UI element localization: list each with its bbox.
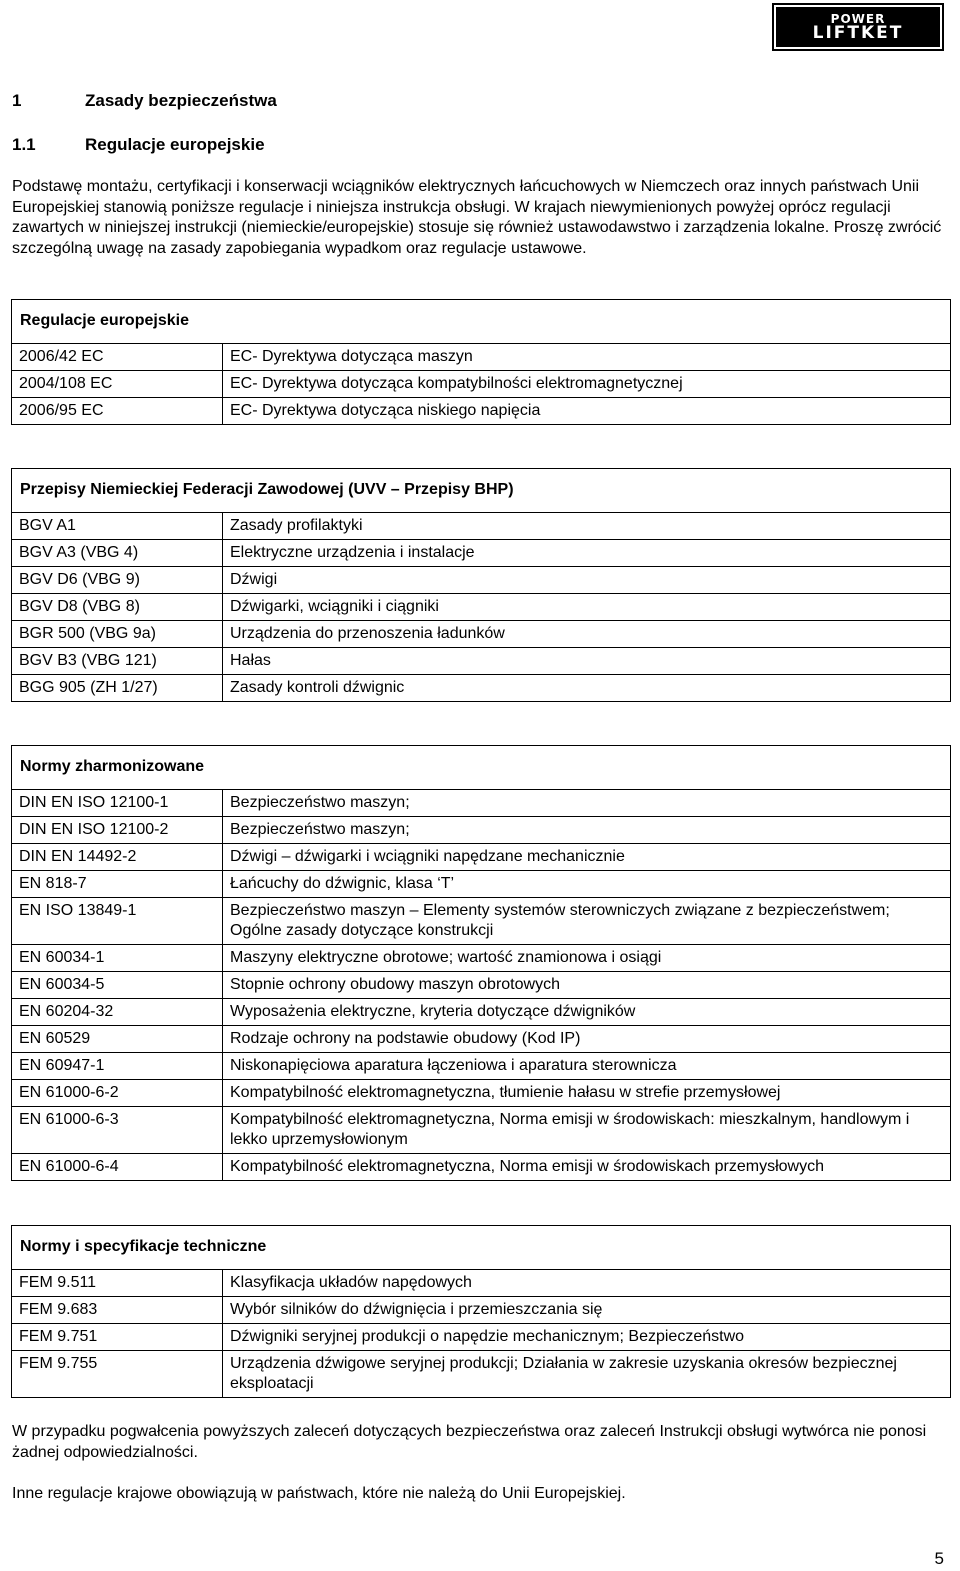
desc-cell: Hałas	[230, 652, 271, 669]
table-row	[12, 675, 950, 701]
table-german-bhp-regulations	[11, 468, 951, 702]
code-cell: DIN EN ISO 12100-1	[12, 790, 223, 816]
desc-cell: Dźwigarki, wciągniki i ciągniki	[230, 598, 439, 615]
code-cell: FEM 9.755	[12, 1351, 223, 1397]
code-cell: EN 61000-6-2	[12, 1080, 223, 1106]
table-row	[12, 1270, 950, 1297]
table-row	[12, 1351, 950, 1397]
code-cell: BGV D8 (VBG 8)	[12, 594, 223, 620]
table-row	[12, 621, 950, 648]
table-row	[12, 898, 950, 945]
logo-text-liftket: LIFTKET	[812, 22, 904, 43]
section-heading	[12, 91, 277, 111]
desc-cell: Urządzenia do przenoszenia ładunków	[230, 625, 505, 642]
logo-text-power: POWER	[830, 11, 886, 26]
code-cell: EN 60034-5	[12, 972, 223, 998]
code-cell: 2006/42 EC	[12, 344, 223, 370]
section-number: 1	[12, 91, 22, 110]
desc-cell: Łańcuchy do dźwignic, klasa ‘T’	[230, 875, 455, 892]
desc-cell: Maszyny elektryczne obrotowe; wartość znamionowa i osiągi	[230, 949, 662, 966]
table-row	[12, 999, 950, 1026]
code-cell: EN 818-7	[12, 871, 223, 897]
page-number: 5	[934, 1549, 944, 1568]
desc-cell: Elektryczne urządzenia i instalacje	[230, 544, 475, 561]
table-row	[12, 567, 950, 594]
subsection-number: 1.1	[12, 135, 36, 154]
table-title: Normy i specyfikacje techniczne	[12, 1226, 950, 1270]
table-row	[12, 1324, 950, 1351]
desc-cell: Rodzaje ochrony na podstawie obudowy (Kod IP)	[230, 1030, 581, 1047]
table-row	[12, 1053, 950, 1080]
desc-cell: Zasady kontroli dźwignic	[230, 679, 405, 696]
table-row	[12, 790, 950, 817]
desc-cell: EC- Dyrektywa dotycząca maszyn	[230, 348, 473, 365]
table-title: Przepisy Niemieckiej Federacji Zawodowej (UVV – Przepisy BHP)	[12, 469, 950, 513]
table-row	[12, 972, 950, 999]
table-row	[12, 1080, 950, 1107]
table-row	[12, 817, 950, 844]
table-row	[12, 1154, 950, 1180]
table-row	[12, 513, 950, 540]
code-cell: 2004/108 EC	[12, 371, 223, 397]
table-row	[12, 344, 950, 371]
desc-cell: Wybór silników do dźwignięcia i przemieszczania się	[230, 1301, 603, 1318]
code-cell: EN 61000-6-4	[12, 1154, 223, 1180]
table-row	[12, 945, 950, 972]
code-cell: EN 60204-32	[12, 999, 223, 1025]
code-cell: FEM 9.683	[12, 1297, 223, 1323]
desc-cell: Kompatybilność elektromagnetyczna, Norma emisji w środowiskach: mieszkalnym, handlowym i lekko uprzemysłowionym	[230, 1111, 910, 1148]
desc-cell: Kompatybilność elektromagnetyczna, tłumienie hałasu w strefie przemysłowej	[230, 1084, 781, 1101]
code-cell: BGV A3 (VBG 4)	[12, 540, 223, 566]
desc-cell: Bezpieczeństwo maszyn;	[230, 821, 410, 838]
section-title: Zasady bezpieczeństwa	[85, 91, 277, 110]
desc-cell: Dźwigi – dźwigarki i wciągniki napędzane mechanicznie	[230, 848, 625, 865]
desc-cell: EC- Dyrektywa dotycząca kompatybilności elektromagnetycznej	[230, 375, 683, 392]
code-cell: EN 60947-1	[12, 1053, 223, 1079]
code-cell: FEM 9.511	[12, 1270, 223, 1296]
code-cell: FEM 9.751	[12, 1324, 223, 1350]
desc-cell: Dźwigniki seryjnej produkcji o napędzie mechanicznym; Bezpieczeństwo	[230, 1328, 745, 1345]
desc-cell: Wyposażenia elektryczne, kryteria dotyczące dźwigników	[230, 1003, 636, 1020]
disclaimer-paragraph: W przypadku pogwałcenia powyższych zaleceń dotyczących bezpieczeństwa oraz zaleceń Instrukcji obsługi wytwórca nie ponosi żadnej odpowiedzialności.	[12, 1423, 927, 1461]
code-cell: 2006/95 EC	[12, 398, 223, 424]
desc-cell: Kompatybilność elektromagnetyczna, Norma emisji w środowiskach przemysłowych	[230, 1158, 824, 1175]
code-cell: BGV D6 (VBG 9)	[12, 567, 223, 593]
code-cell: BGV B3 (VBG 121)	[12, 648, 223, 674]
desc-cell: Dźwigi	[230, 571, 278, 588]
table-title: Normy zharmonizowane	[12, 746, 950, 790]
table-row	[12, 844, 950, 871]
code-cell: EN 60034-1	[12, 945, 223, 971]
desc-cell: EC- Dyrektywa dotycząca niskiego napięcia	[230, 402, 541, 419]
table-row	[12, 398, 950, 424]
table-row	[12, 594, 950, 621]
code-cell: EN ISO 13849-1	[12, 898, 223, 944]
desc-cell: Bezpieczeństwo maszyn – Elementy systemów sterowniczych związane z bezpieczeństwem; Ogólne zasady dotyczące konstrukcji	[230, 902, 890, 939]
desc-cell: Bezpieczeństwo maszyn;	[230, 794, 410, 811]
desc-cell: Urządzenia dźwigowe seryjnej produkcji; Działania w zakresie uzyskania okresów bezpiecznej eksploatacji	[230, 1355, 897, 1392]
brand-logo	[772, 3, 944, 51]
table-european-regulations	[11, 299, 951, 425]
table-row	[12, 648, 950, 675]
code-cell: DIN EN 14492-2	[12, 844, 223, 870]
subsection-title: Regulacje europejskie	[85, 135, 265, 154]
desc-cell: Zasady profilaktyki	[230, 517, 363, 534]
table-harmonized-standards	[11, 745, 951, 1181]
table-row	[12, 1107, 950, 1154]
desc-cell: Klasyfikacja układów napędowych	[230, 1274, 472, 1291]
code-cell: DIN EN ISO 12100-2	[12, 817, 223, 843]
table-title: Regulacje europejskie	[12, 300, 950, 344]
code-cell: EN 61000-6-3	[12, 1107, 223, 1153]
subsection-heading	[12, 135, 265, 155]
code-cell: BGG 905 (ZH 1/27)	[12, 675, 223, 701]
desc-cell: Niskonapięciowa aparatura łączeniowa i aparatura sterownicza	[230, 1057, 677, 1074]
table-row	[12, 1297, 950, 1324]
table-row	[12, 1026, 950, 1053]
table-technical-specifications	[11, 1225, 951, 1398]
table-row	[12, 540, 950, 567]
table-row	[12, 371, 950, 398]
other-regulations-paragraph: Inne regulacje krajowe obowiązują w państwach, które nie należą do Unii Europejskiej.	[12, 1485, 626, 1502]
code-cell: BGV A1	[12, 513, 223, 539]
table-row	[12, 871, 950, 898]
code-cell: EN 60529	[12, 1026, 223, 1052]
code-cell: BGR 500 (VBG 9a)	[12, 621, 223, 647]
intro-paragraph: Podstawę montażu, certyfikacji i konserwacji wciągników elektrycznych łańcuchowych w Niemczech oraz innych państwach Unii Europejskiej stanowią poniższe regulacje i niniejsza instrukcja obsługi. W krajach niewymienionych powyżej oprócz regulacji zawartych w niniejszej instrukcji (niemieckie/europejskie) stosuje się również ustawodawstwo i zarządzenia lokalne. Proszę zwrócić szczególną uwagę na zasady zapobiegania wypadkom oraz regulacje ustawowe.	[12, 178, 942, 257]
desc-cell: Stopnie ochrony obudowy maszyn obrotowych	[230, 976, 560, 993]
